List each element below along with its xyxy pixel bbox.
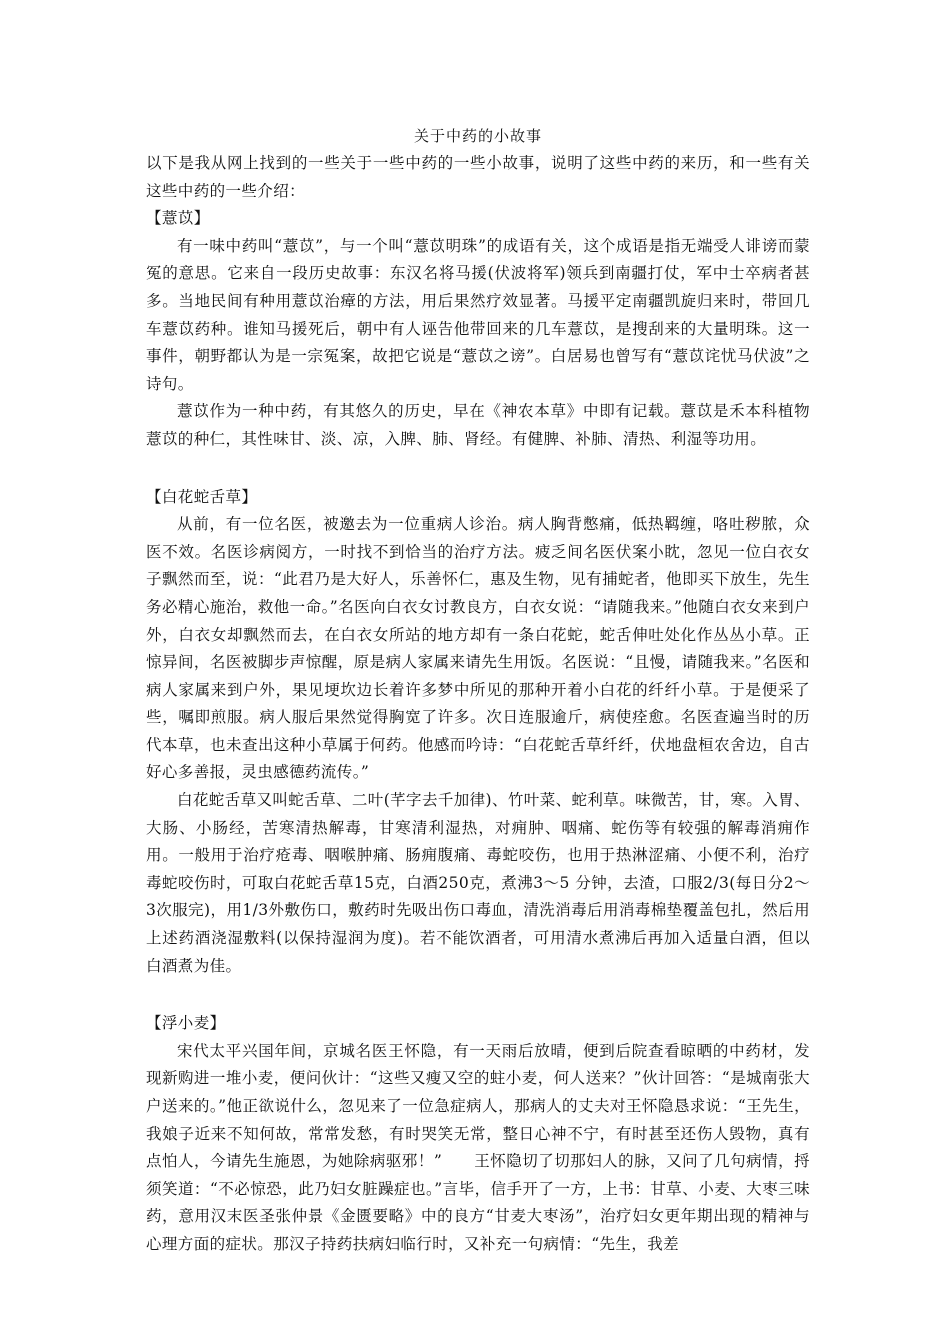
section-heading-fuxiaomai: 【浮小麦】: [146, 1014, 226, 1033]
section-spacer: [146, 454, 810, 484]
section-yiyi: [146, 205, 810, 453]
document-title: 关于中药的小故事: [413, 127, 542, 145]
section-paragraph: 白花蛇舌草又叫蛇舌草、二叶(芊字去千加律)、竹叶菜、蛇利草。味微苦，甘，寒。入胃、大肠、小肠经，苦寒清热解毒，甘寒清利湿热，对痈肿、咽痛、蛇伤等有较强的解毒消痈作用。一般用于治疗疮毒、咽喉肿痛、肠痈腹痛、毒蛇咬伤，也用于热淋涩痛、小便不利，治疗毒蛇咬伤时，可取白花蛇舌草15克，白酒250克，煮沸3～5 分钟，去渣，口服2/3(每日分2～3次服完)，用1/3外敷伤口，敷药时先吸出伤口毒血，清洗消毒后用消毒棉垫覆盖包扎，然后用上述药酒浇湿敷料(以保持湿润为度)。若不能饮酒者，可用清水煮沸后再加入适量白酒，但以白酒煮为佳。: [146, 791, 810, 975]
section-paragraph: 薏苡作为一种中药，有其悠久的历史，早在《神农本草》中即有记载。薏苡是禾本科植物薏苡的种仁，其性味甘、淡、凉，入脾、肺、肾经。有健脾、补肺、清热、利湿等功用。: [146, 402, 810, 448]
document-page: [146, 124, 810, 1259]
section-paragraph: 宋代太平兴国年间，京城名医王怀隐，有一天雨后放晴，便到后院查看晾晒的中药材，发现新购进一堆小麦，便问伙计：“这些又瘦又空的蛀小麦，何人送来？”伙计回答：“是城南张大户送来的。”他正欲说什么，忽见来了一位急症病人，那病人的丈夫对王怀隐恳求说：“王先生，我娘子近来不知何故，常常发愁，有时哭笑无常，整日心神不宁，有时甚至还伤人毁物，真有点怕人，今请先生施恩，为她除病驱邪！” 王怀隐切了切那妇人的脉，又问了几句病情，捋须笑道：“不必惊恐，此乃妇女脏躁症也。”言毕，信手开了一方，上书：甘草、小麦、大枣三味药，意用汉末医圣张仲景《金匮要略》中的良方“甘麦大枣汤”，治疗妇女更年期出现的精神与心理方面的症状。那汉子持药扶病妇临行时，又补充一句病情：“先生，我差: [146, 1041, 810, 1253]
section-paragraph: 从前，有一位名医，被邀去为一位重病人诊治。病人胸背憋痛，低热羁缠，咯吐秽脓，众医不效。名医诊病阅方，一时找不到恰当的治疗方法。疲乏间名医伏案小眈，忽见一位白衣女子飘然而至，说：“此君乃是大好人，乐善怀仁，惠及生物，见有捕蛇者，他即买下放生，先生务必精心施治，救他一命。”名医向白衣女讨教良方，白衣女说：“请随我来。”他随白衣女来到户外，白衣女却飘然而去，在白衣女所站的地方却有一条白花蛇，蛇舌伸吐处化作丛丛小草。正惊异间，名医被脚步声惊醒，原是病人家属来请先生用饭。名医说：“且慢，请随我来。”名医和病人家属来到户外，果见埂坎边长着许多梦中所见的那种开着小白花的纤纤小草。于是便采了些，嘱即煎服。病人服后果然觉得胸宽了许多。次日连服逾斤，病使痊愈。名医查遍当时的历代本草，也未查出这种小草属于何药。他感而吟诗：“白花蛇舌草纤纤，伏地盘桓农舍边，自古好心多善报，灵虫感德药流传。”: [146, 515, 810, 782]
section-fuxiaomai: [146, 1010, 810, 1258]
section-baihuasheshecao: [146, 484, 810, 981]
intro-paragraph: 以下是我从网上找到的一些关于一些中药的一些小故事，说明了这些中药的来历，和一些有关这些中药的一些介绍：: [146, 154, 810, 200]
section-spacer: [146, 980, 810, 1010]
section-heading-baihuasheshecao: 【白花蛇舌草】: [146, 487, 258, 506]
section-heading-yiyi: 【薏苡】: [146, 209, 210, 228]
section-paragraph: 有一味中药叫“薏苡”，与一个叫“薏苡明珠”的成语有关，这个成语是指无端受人诽谤而蒙冤的意思。它来自一段历史故事：东汉名将马援(伏波将军)领兵到南疆打仗，军中士卒病者甚多。当地民间有种用薏苡治瘴的方法，用后果然疗效显著。马援平定南疆凯旋归来时，带回几车薏苡药种。谁知马援死后，朝中有人诬告他带回来的几车薏苡，是搜刮来的大量明珠。这一事件，朝野都认为是一宗冤案，故把它说是“薏苡之谤”。白居易也曾写有“薏苡诧忧马伏波”之诗句。: [146, 236, 810, 393]
